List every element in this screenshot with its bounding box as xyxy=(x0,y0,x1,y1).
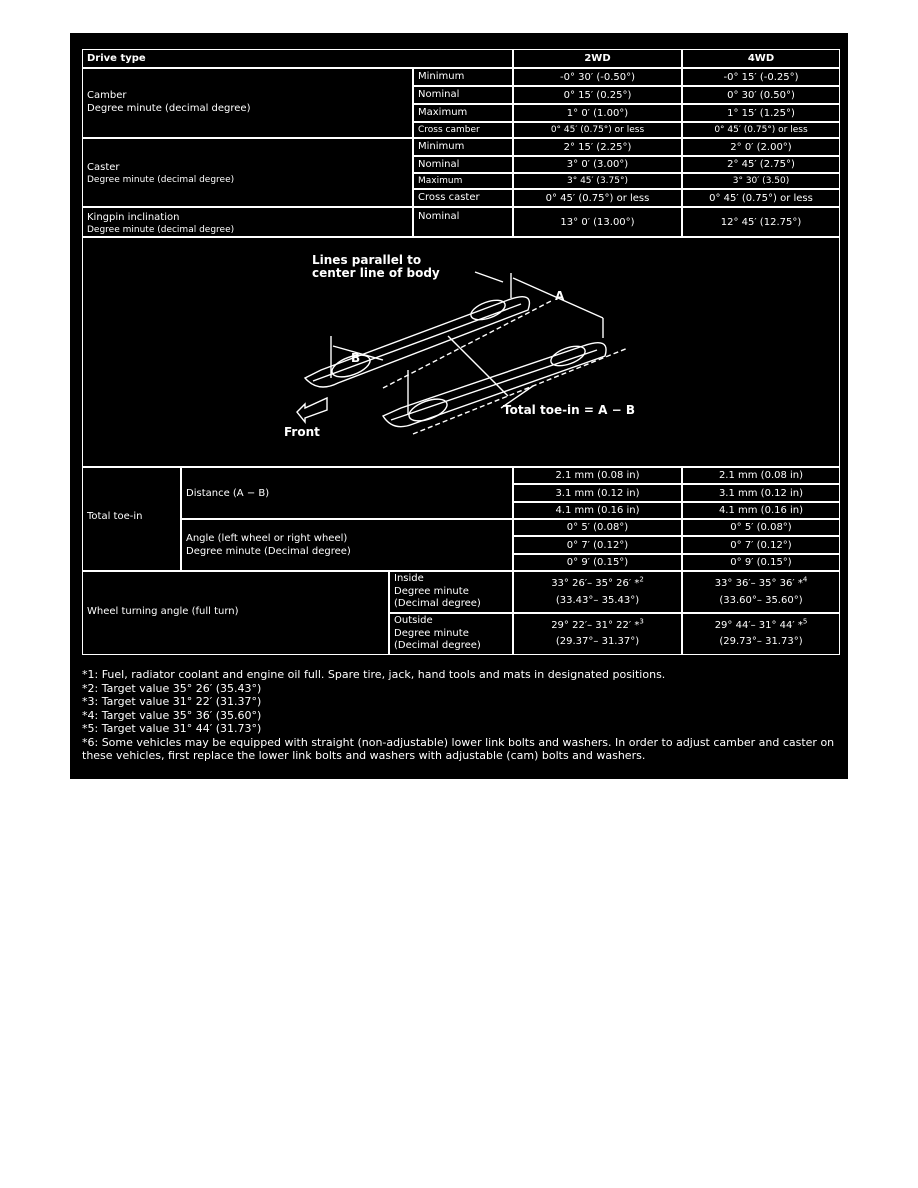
camber-label: Camber xyxy=(87,90,127,101)
turning-label: Wheel turning angle (full turn) xyxy=(87,606,239,617)
toe-in-angle-unit: Degree minute (Decimal degree) xyxy=(186,546,351,557)
toe-in-distance-2wd-3: 4.1 mm (0.16 in) xyxy=(513,502,682,519)
toe-in-distance-2wd-2: 3.1 mm (0.12 in) xyxy=(513,484,682,502)
toe-in-angle-cell xyxy=(181,519,513,571)
camber-row-nominal-2wd: 0° 15′ (0.25°) xyxy=(513,86,682,104)
kingpin-label: Kingpin inclination xyxy=(87,212,180,223)
parallel-line-lower xyxy=(413,348,628,434)
turning-inside-2wd-decimal: (33.43°– 35.43°) xyxy=(555,595,640,606)
footnote-4: *4: Target value 35° 36′ (35.60°) xyxy=(82,708,262,722)
caster-row-nominal-4wd: 2° 45′ (2.75°) xyxy=(682,156,840,173)
kingpin-unit: Degree minute (decimal degree) xyxy=(87,225,235,235)
turning-outside-l1: Outside xyxy=(394,615,433,626)
footnote-5: *5: Target value 31° 44′ (31.73°) xyxy=(82,722,262,735)
turning-inside-2wd-range: 33° 26′– 35° 26′ *$^2$ xyxy=(551,575,644,589)
turning-outside-l3: (Decimal degree) xyxy=(394,640,481,651)
turning-outside-4wd-range: 29° 44′– 31° 44′ *$^5$ xyxy=(714,617,808,631)
left-wheel-inner-line xyxy=(313,304,521,381)
caster-row-minimum-4wd: 2° 0′ (2.00°) xyxy=(682,138,840,156)
toe-in-distance-4wd-2: 3.1 mm (0.12 in) xyxy=(682,484,840,502)
footnote-2: *2: Target value 35° 26′ (35.43°) xyxy=(82,681,262,695)
caster-row-minimum-2wd: 2° 15′ (2.25°) xyxy=(513,138,682,156)
camber-row-maximum-name: Maximum xyxy=(413,104,513,122)
caster-row-cross-2wd: 0° 45′ (0.75°) or less xyxy=(513,189,682,207)
footnotes xyxy=(82,668,842,763)
toe-in-angle-2wd-3: 0° 9′ (0.15°) xyxy=(513,554,682,571)
caster-label-cell xyxy=(82,138,413,207)
turning-inside-cell xyxy=(389,571,513,613)
caster-row-maximum-2wd: 3° 45′ (3.75°) xyxy=(513,173,682,189)
turning-outside-cell xyxy=(389,613,513,655)
turning-inside-l2: Degree minute xyxy=(394,585,469,597)
camber-row-maximum-2wd: 1° 0′ (1.00°) xyxy=(513,104,682,122)
caster-row-nominal-name: Nominal xyxy=(413,156,513,173)
kingpin-nominal-4wd: 12° 45′ (12.75°) xyxy=(682,207,840,237)
toe-in-angle-2wd-1: 0° 5′ (0.08°) xyxy=(513,519,682,536)
caster-unit: Degree minute (decimal degree) xyxy=(87,175,235,185)
turning-label-cell xyxy=(82,571,389,655)
toe-in-distance-label: Distance (A − B) xyxy=(186,488,270,499)
dimension-a-label: A xyxy=(555,289,565,303)
kingpin-nominal-name: Nominal xyxy=(413,207,513,237)
header-2wd: 2WD xyxy=(513,49,682,68)
camber-row-cross-2wd: 0° 45′ (0.75°) or less xyxy=(513,122,682,138)
footnote-3: *3: Target value 31° 22′ (31.37°) xyxy=(82,695,262,708)
caster-row-minimum-name: Minimum xyxy=(413,138,513,156)
turning-outside-2wd-range: 29° 22′– 31° 22′ *$^3$ xyxy=(551,617,644,631)
turning-inside-4wd xyxy=(682,571,840,613)
caster-row-maximum-name: Maximum xyxy=(413,173,513,189)
toe-formula-label: Total toe-in = A − B xyxy=(503,403,635,417)
turning-inside-4wd-decimal: (33.60°– 35.60°) xyxy=(719,595,803,606)
toe-in-distance-4wd-1: 2.1 mm (0.08 in) xyxy=(682,467,840,484)
caster-row-cross-name: Cross caster xyxy=(413,189,513,207)
kingpin-label-cell xyxy=(82,207,413,237)
toe-in-distance-cell xyxy=(181,467,513,519)
parallel-label-line2: center line of body xyxy=(312,266,440,280)
camber-label-cell xyxy=(82,68,413,138)
toe-in-illustration xyxy=(83,238,839,466)
turning-inside-l1: Inside xyxy=(394,573,424,584)
front-label: Front xyxy=(284,425,320,439)
header-drive-type: Drive type xyxy=(82,49,513,68)
header-4wd: 4WD xyxy=(682,49,840,68)
camber-row-minimum-name: Minimum xyxy=(413,68,513,86)
caster-row-nominal-2wd: 3° 0′ (3.00°) xyxy=(513,156,682,173)
caster-row-cross-4wd: 0° 45′ (0.75°) or less xyxy=(682,189,840,207)
dimension-b-label: B xyxy=(351,351,361,365)
toe-in-angle-4wd-1: 0° 5′ (0.08°) xyxy=(682,519,840,536)
turning-outside-4wd xyxy=(682,613,840,655)
front-arrow-icon xyxy=(297,398,327,422)
parallel-label-line1: Lines parallel to xyxy=(312,253,422,267)
turning-outside-l2: Degree minute xyxy=(394,627,469,639)
camber-row-maximum-4wd: 1° 15′ (1.25°) xyxy=(682,104,840,122)
caster-row-maximum-4wd: 3° 30′ (3.50) xyxy=(682,173,840,189)
turning-outside-4wd-decimal: (29.73°– 31.73°) xyxy=(719,636,803,647)
parallel-label-leader xyxy=(475,272,503,282)
camber-row-minimum-2wd: -0° 30′ (-0.50°) xyxy=(513,68,682,86)
toe-in-label-cell xyxy=(82,467,181,571)
toe-in-label: Total toe-in xyxy=(87,511,143,522)
toe-in-distance-4wd-3: 4.1 mm (0.16 in) xyxy=(682,502,840,519)
turning-outside-2wd-decimal: (29.37°– 31.37°) xyxy=(555,636,640,647)
toe-in-angle-4wd-2: 0° 7′ (0.12°) xyxy=(682,536,840,554)
toe-in-distance-2wd-1: 2.1 mm (0.08 in) xyxy=(513,467,682,484)
turning-inside-l3: (Decimal degree) xyxy=(394,598,481,609)
camber-row-cross-4wd: 0° 45′ (0.75°) or less xyxy=(682,122,840,138)
footnote-6: *6: Some vehicles may be equipped with straight (non-adjustable) lower link bolts and washers. In order to adjust camber and caster on these vehicles, first replace the lower link bolts and washers with adjustable (cam) bolts and washers. xyxy=(82,735,835,762)
kingpin-nominal-2wd: 13° 0′ (13.00°) xyxy=(513,207,682,237)
camber-row-minimum-4wd: -0° 15′ (-0.25°) xyxy=(682,68,840,86)
alignment-spec-panel xyxy=(70,33,848,779)
toe-in-angle-2wd-2: 0° 7′ (0.12°) xyxy=(513,536,682,554)
camber-unit: Degree minute (decimal degree) xyxy=(87,103,251,114)
turning-outside-2wd xyxy=(513,613,682,655)
camber-row-nominal-4wd: 0° 30′ (0.50°) xyxy=(682,86,840,104)
toe-in-diagram xyxy=(82,237,840,467)
toe-in-angle-label: Angle (left wheel or right wheel) xyxy=(186,533,348,544)
camber-row-cross-name: Cross camber xyxy=(413,122,513,138)
centre-line xyxy=(448,336,508,396)
turning-inside-2wd xyxy=(513,571,682,613)
caster-label: Caster xyxy=(87,162,120,173)
toe-in-angle-4wd-3: 0° 9′ (0.15°) xyxy=(682,554,840,571)
camber-row-nominal-name: Nominal xyxy=(413,86,513,104)
turning-inside-4wd-range: 33° 36′– 35° 36′ *$^4$ xyxy=(714,575,808,589)
footnote-1: *1: Fuel, radiator coolant and engine oil full. Spare tire, jack, hand tools and mats in designated positions. xyxy=(82,668,666,681)
